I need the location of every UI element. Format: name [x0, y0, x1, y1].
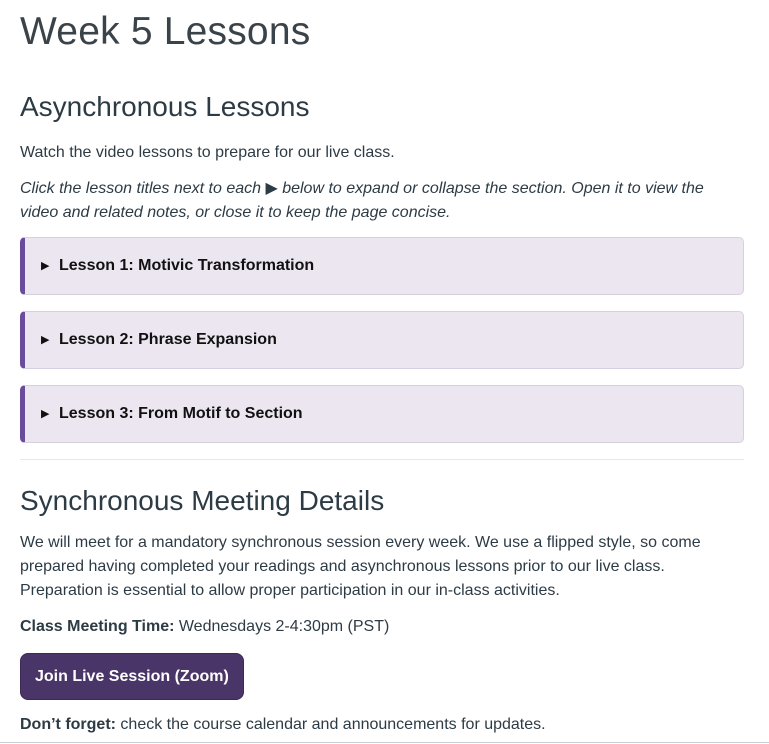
- lesson-title[interactable]: Lesson 1: Motivic Transformation: [59, 257, 315, 274]
- lesson-toggle-2[interactable]: [20, 311, 744, 369]
- page-title: Week 5 Lessons: [20, 10, 311, 53]
- join-live-session-button[interactable]: Join Live Session (Zoom): [20, 653, 244, 700]
- lesson-title[interactable]: Lesson 3: From Motif to Section: [59, 405, 303, 422]
- sync-description-text: We will meet for a mandatory synchronous session every week. We use a flipped style, so come prepared having completed your readings and asynchronous lessons prior to our live class. Preparation is essential to allow proper participation in our in-class activities.: [20, 534, 701, 599]
- reminder-line: [20, 713, 744, 737]
- reminder-text: check the course calendar and announcements for updates.: [115, 716, 546, 733]
- bottom-divider: [0, 742, 769, 743]
- meeting-time-value: Wednesdays 2-4:30pm (PST): [174, 618, 390, 635]
- expand-triangle-icon: ▶: [41, 408, 50, 420]
- expand-triangle-icon: ▶: [41, 260, 50, 272]
- section-divider: [20, 459, 744, 460]
- async-section-heading: Asynchronous Lessons: [20, 91, 310, 122]
- reminder-label: Don’t forget:: [20, 716, 116, 733]
- async-intro-text: Watch the video lessons to prepare for our live class.: [20, 144, 395, 161]
- expand-triangle-icon: ▶: [41, 334, 50, 346]
- lesson-list: [20, 237, 744, 443]
- sync-section-heading: Synchronous Meeting Details: [20, 485, 385, 516]
- async-instruction-text: Click the lesson titles next to each ▶ below to expand or collapse the section. Open it to view the video and related notes, or close it to keep the page concise.: [20, 180, 704, 221]
- meeting-time-label: Class Meeting Time:: [20, 618, 175, 635]
- lesson-toggle-1[interactable]: [20, 237, 744, 295]
- meeting-time-line: [20, 615, 744, 639]
- lesson-title[interactable]: Lesson 2: Phrase Expansion: [59, 331, 277, 348]
- lesson-toggle-3[interactable]: [20, 385, 744, 443]
